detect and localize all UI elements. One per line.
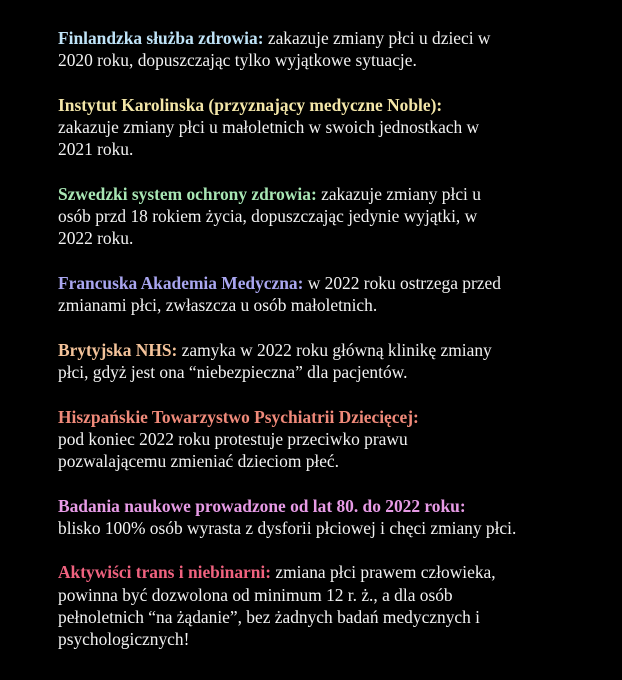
text-line [58,584,603,606]
entry-text: w 2022 roku ostrzega przed [303,272,501,293]
entry [58,495,603,540]
entry-heading: Hiszpańskie Towarzystwo Psychiatrii Dziecięcej: [58,406,419,427]
text-line [58,294,603,316]
entry-text: osób przd 18 rokiem życia, dopuszczając jedynie wyjątki, w [58,206,478,227]
entry-heading: Finlandzka służba zdrowia: [58,28,264,48]
text-line [58,428,603,450]
entry [58,339,603,384]
entry-heading: Brytyjska NHS: [58,339,178,360]
text-line [58,27,603,49]
text-column [58,27,603,651]
entry-text: zakazuje zmiany płci u małoletnich w swoich jednostkach w [58,117,480,138]
entry [58,94,603,161]
text-line [58,561,603,583]
entry-text: pozwalającemu zmieniać dzieciom płeć. [58,451,340,472]
text-line [58,361,603,383]
entry-heading: Instytut Karolinska (przyznający medyczne Noble): [58,94,443,115]
entry-text: blisko 100% osób wyrasta z dysforii płciowej i chęci zmiany płci. [58,517,517,538]
entry-text: zmiana płci prawem człowieka, [271,562,496,583]
entry [58,183,603,250]
entry-text: pełnoletnich “na żądanie”, bez żadnych badań medycznych i [58,606,480,627]
text-line [58,183,603,205]
text-line [58,628,603,650]
text-line [58,49,603,71]
entry [58,27,603,72]
entry-text: 2022 roku. [58,228,134,249]
text-line [58,450,603,472]
text-line [58,227,603,249]
entry-heading: Badania naukowe prowadzone od lat 80. do 2022 roku: [58,495,466,516]
text-line [58,116,603,138]
text-line [58,406,603,428]
entry [58,272,603,317]
entry-text: powinna być dozwolona od minimum 12 r. ż., a dla osób [58,584,453,605]
entry-text: pod koniec 2022 roku protestuje przeciwko prawu [58,428,408,449]
entry [58,406,603,473]
text-line [58,495,603,517]
entry [58,561,603,650]
text-line [58,517,603,539]
text-line [58,94,603,116]
entry-heading: Szwedzki system ochrony zdrowia: [58,183,317,204]
text-line [58,138,603,160]
text-line [58,339,603,361]
text-line [58,205,603,227]
entry-text: 2020 roku, dopuszczając tylko wyjątkowe sytuacje. [58,50,417,71]
entry-text: zmianami płci, zwłaszcza u osób małoletnich. [58,295,378,316]
entry-text: płci, gdyż jest ona “niebezpieczna” dla pacjentów. [58,362,408,383]
entry-text: zakazuje zmiany płci u dzieci w [263,28,491,48]
entry-heading: Aktywiści trans i niebinarni: [58,562,272,583]
entry-text: zakazuje zmiany płci u [316,183,481,204]
entry-text: psychologicznych! [58,629,190,650]
text-line [58,606,603,628]
text-line [58,272,603,294]
entry-text: 2021 roku. [58,139,134,160]
entry-text: zamyka w 2022 roku główną klinikę zmiany [177,339,492,360]
entry-heading: Francuska Akademia Medyczna: [58,272,304,293]
